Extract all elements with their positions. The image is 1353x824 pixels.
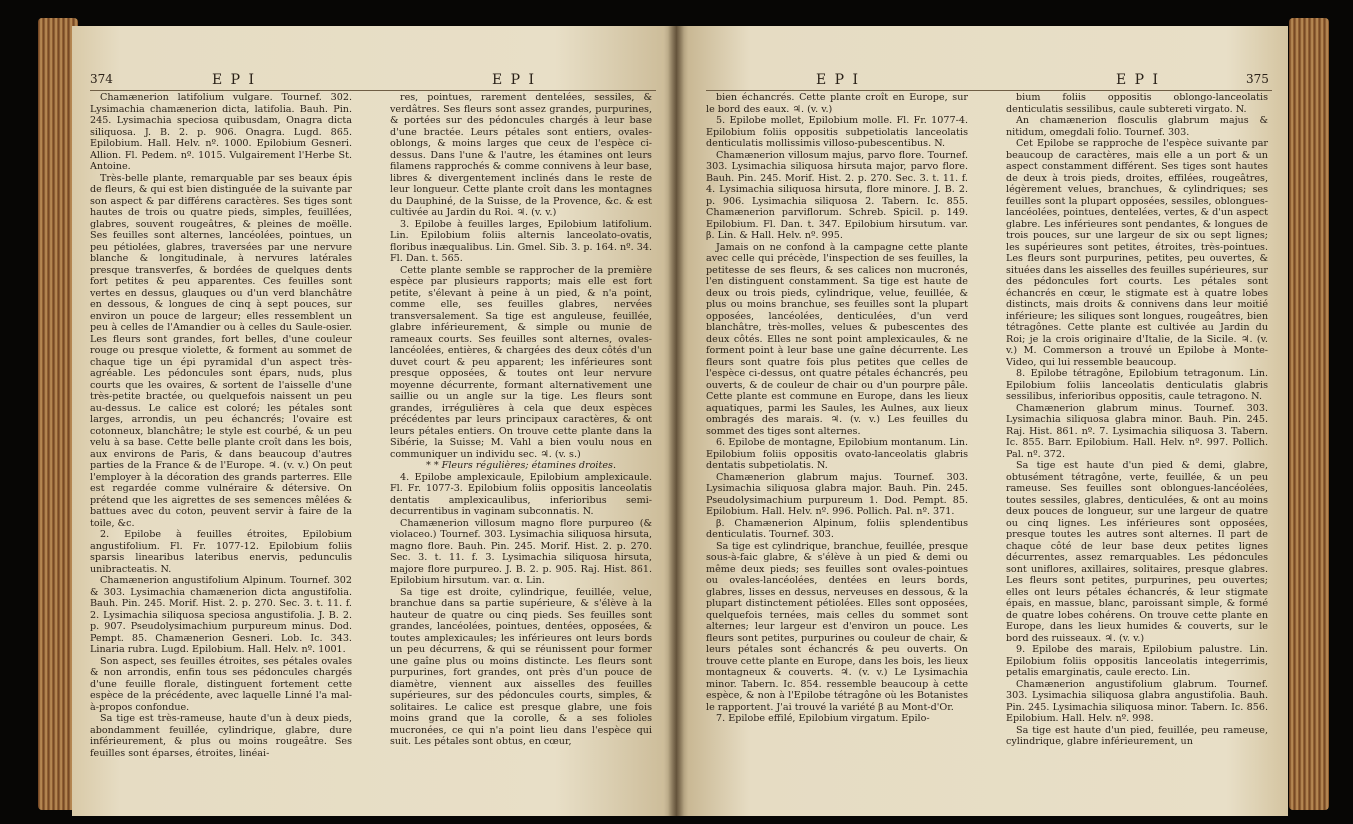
paragraph: * * Fleurs régulières; étamines droites.: [425, 460, 617, 471]
paragraph: Sa tige est cylindrique, branchue, feuillée, presque sous-à-faic glabre, & s'élève à un pied & demi ou même deux pieds; ses feuilles sont ovales-pointues ou ovales-lancéolées, dentées en leurs bords, glabres, lisses en dessus, nerveuses en dessous, & la plupart distinctement pétiolées. Elles sont opposées, quelquefois ternées, mais celles du sommet sont alternes; leur largeur est d'environ un pouce. Les fleurs sont petites, purpurines ou couleur de chair, & leurs pétales sont échancrés & peu ouverts. On trouve cette plante en Europe, dans les bois, les lieux montagneux & couverts. ♃. (v. v.) Le Lysimachia minor. Tabern. Ic. 854. ressemble beaucoup à cette espèce, & non à l'Epilobe tétragône où les Botanistes le rapportent. J'ai trouvé la variété β au Mont-d'Or.: [706, 540, 968, 713]
left-page-column-1: [90, 92, 352, 816]
paragraph: 6. Epilobe de montagne, Epilobium montanum. Lin. Epilobium foliis oppositis ovato-lanceolatis glabris dentatis subpetiolatis. N.: [706, 437, 968, 471]
paragraph: Cette plante semble se rapprocher de la première espèce par plusieurs rapports; mais elle est fort petite, s'élevant à peine à un pied, & n'a point, comme elle, ses feuilles glabres, nervées transversalement. Sa tige est anguleuse, feuillée, glabre inférieurement, & simple ou munie de rameaux courts. Ses feuilles sont alternes, ovales-lancéolées, entières, & chargées des deux côtés d'un duvet court & peu apparent; les inférieures sont presque opposées, & toutes ont leur nervure moyenne décurrente, formant alternativement une saillie ou un angle sur la tige. Les fleurs sont grandes, irrégulières à cela que deux espèces précédentes par leurs principaux caractères, & ont leurs pétales entiers. On trouve cette plante dans la Sibérie, la Suisse; M. Vahl a bien voulu nous en communiquer un individu sec. ♃. (v. s.): [390, 264, 652, 460]
paragraph: 7. Epilobe effilé, Epilobium virgatum. Epilo-: [716, 713, 930, 724]
paragraph: 8. Epilobe tétragône, Epilobium tetragonum. Lin. Epilobium foliis lanceolatis denticulatis glabris sessilibus, inferioribus oppositis, caule tetragono. N.: [1006, 368, 1268, 402]
right-page: [676, 26, 1288, 816]
paragraph: Chamænerion villosum majus, parvo flore. Tournef. 303. Lysimachia siliquosa hirsuta major, parvo flore. Bauh. Pin. 245. Morif. Hist. 2. p. 270. Sec. 3. t. 11. f. 4. Lysimachia siliquosa hirsuta, flore minore. J. B. 2. p. 906. Lysimachia siliquosa 2. Tabern. Ic. 855. Chamænerion parviflorum. Schreb. Spicil. p. 149. Epilobium. Fl. Dan. t. 347. Epilobium hirsutum. var. β. Lin. & Hall. Helv. nº. 995.: [706, 149, 968, 241]
paragraph: res, pointues, rarement dentelées, sessiles, & verdâtres. Ses fleurs sont assez grandes, purpurines, & portées sur des pédoncules chargés à leur base d'une bractée. Leurs pétales sont entiers, ovales-oblongs, & moins larges que ceux de l'espèce ci-dessus. Dans l'une & l'autre, les étamines ont leurs filamens rapprochés & comme connivens à leur base, libres & divergentement inclinés dans le reste de leur longueur. Cette plante croît dans les montagnes du Dauphiné, de la Suisse, de la Provence, &c. & est cultivée au Jardin du Roi. ♃. (v. v.): [390, 92, 652, 218]
left-page-column-2: [390, 92, 652, 816]
paragraph: 2. Epilobe à feuilles étroites, Epilobium angustifolium. Fl. Fr. 1077-12. Epilobium foliis sparsis linearibus lateribus enervis, pedunculis unibracteatis. N.: [90, 529, 352, 575]
page-number-right: 375: [1246, 72, 1269, 86]
running-header-left-col2: E P I: [492, 72, 537, 88]
paragraph: Cet Epilobe se rapproche de l'espèce suivante par beaucoup de caractères, mais elle a un port & un aspect constamment différent. Ses tiges sont hautes de deux à trois pieds, droites, effilées, rougeâtres, légèrement velues, branchues, & cylindriques; ses feuilles sont la plupart opposées, sessiles, oblongues-lancéolées, pointues, dentelées, vertes, & d'un aspect glabre. Les inférieures sont pendantes, & longues de trois pouces, sur une largeur de six ou sept lignes; les supérieures sont petites, étroites, très-pointues. Les fleurs sont purpurines, petites, peu ouvertes, & situées dans les aisselles des feuilles supérieures, sur des pédoncules fort courts. Les pétales sont échancrés en cœur, le stigmate est à quatre lobes distincts, mais droits & connivens dans leur moitié inférieure; les siliques sont longues, rougeâtres, bien tétragônes. Cette plante est cultivée au Jardin du Roi; je la crois originaire d'Italie, de la Sicile. ♃. (v. v.) M. Commerson a trouvé un Epilobe à Monte-Video, qui lui ressemble beaucoup.: [1006, 138, 1268, 368]
paragraph: 3. Epilobe à feuilles larges, Epilobium latifolium. Lin. Epilobium foliis alternis lanceolato-ovatis, floribus inæqualibus. Lin. Gmel. Sib. 3. p. 164. nº. 34. Fl. Dan. t. 565.: [390, 218, 652, 264]
paragraph: Sa tige est très-rameuse, haute d'un à deux pieds, abondamment feuillée, cylindrique, glabre, dure inférieurement, & plus ou moins rougeâtre. Ses feuilles sont éparses, étroites, linéai-: [90, 713, 352, 759]
paragraph: 5. Epilobe mollet, Epilobium molle. Fl. Fr. 1077-4. Epilobium foliis oppositis subpetiolatis lanceolatis denticulatis mollissimis villoso-pubescentibus. N.: [706, 115, 968, 149]
paragraph: bium foliis oppositis oblongo-lanceolatis denticulatis sessilibus, caule subtereti virgato. N.: [1006, 92, 1268, 115]
book-gutter: [668, 26, 684, 816]
running-header-right-col2: E P I: [1116, 72, 1161, 88]
paragraph: 4. Epilobe amplexicaule, Epilobium amplexicaule. Fl. Fr. 1077-3. Epilobium foliis oppositis lanceolatis dentatis amplexicaulibus, inferioribus semi-decurrentibus in vaginam subconnatis. N.: [390, 471, 652, 517]
paragraph: Chamænerion villosum magno flore purpureo (& violaceo.) Tournef. 303. Lysimachia siliquosa hirsuta, magno flore. Bauh. Pin. 245. Morif. Hist. 2. p. 270. Sec. 3. t. 11. f. 3. Lysimachia siliquosa hirsuta, majore flore purpureo. J. B. 2. p. 905. Raj. Hist. 861. Epilobium hirsutum. var. α. Lin.: [390, 517, 652, 586]
left-page: [72, 26, 676, 816]
running-header-left-col1: E P I: [212, 72, 257, 88]
running-header-right-col1: E P I: [816, 72, 861, 88]
paragraph: Très-belle plante, remarquable par ses beaux épis de fleurs, & qui est bien distinguée de la suivante par son aspect & par différens caractères. Ses tiges sont hautes de trois ou quatre pieds, simples, feuillées, glabres, souvent rougeâtres, & pleines de moëlle. Ses feuilles sont alternes, lancéolées, pointues, un peu pétiolées, glabres, traversées par une nervure blanche & longitudinale, à nervures latérales presque transverfes, & bordées de quelques dents fort petites & peu apparentes. Ces feuilles sont vertes en dessus, glauques ou d'un verd blanchâtre en dessous, & longues de cinq à sept pouces, sur environ un pouce de largeur; elles ressemblent un peu à celles de l'Amandier ou à celles du Saule-osier. Les fleurs sont grandes, fort belles, d'une couleur rouge ou presque violette, & forment au sommet de chaque tige un épi pyramidal d'un aspect très-agréable. Les pédoncules sont épars, nuds, plus courts que les ovaires, & sortent de l'aisselle d'une très-petite bractée, ou quelquefois naissent un peu au-dessus. Le calice est coloré; les pétales sont larges, arrondis, un peu échancrés; l'ovaire est cotonneux, blanchâtre; le style est courbé, & un peu velu à sa base. Cette belle plante croît dans les bois, aux environs de Paris, & dans beaucoup d'autres parties de la France & de l'Europe. ♃. (v. v.) On peut l'employer à la décoration des grands parterres. Elle est regardée comme vulnéraire & détersive. On prétend que les aigrettes de ses semences mêlées & battues avec du coton, peuvent servir à faire de la toile, &c.: [90, 172, 352, 529]
header-rule-left: [90, 90, 656, 91]
paragraph: Sa tige est haute d'un pied & demi, glabre, obtusément tétragône, verte, feuillée, & un peu rameuse. Ses feuilles sont oblongues-lancéolées, toutes sessiles, glabres, denticulées, & ont au moins deux pouces de longueur, sur une largeur de quatre ou cinq lignes. Les inférieures sont opposées, presque toutes les autres sont alternes. Il part de chaque côté de leur base deux petites lignes décurrentes, assez remarquables. Les pédoncules sont uniflores, axillaires, solitaires, presque glabres. Les fleurs sont petites, purpurines, peu ouvertes; elles ont leurs pétales échancrés, & leur stigmate épais, en massue, blanc, paroissant simple, & formé de quatre lobes cohérens. On trouve cette plante en Europe, dans les lieux humides & couverts, sur le bord des ruisseaux. ♃. (v. v.): [1006, 460, 1268, 644]
header-rule-right: [706, 90, 1272, 91]
paragraph: β. Chamænerion Alpinum, foliis splendentibus denticulatis. Tournef. 303.: [706, 517, 968, 540]
book-edge-right: [1289, 18, 1329, 810]
right-page-column-1: [706, 92, 968, 816]
paragraph: bien échancrés. Cette plante croît en Europe, sur le bord des eaux. ♃. (v. v.): [706, 92, 968, 115]
paragraph: Sa tige est droite, cylindrique, feuillée, velue, branchue dans sa partie supérieure, & s'élève à la hauteur de quatre ou cinq pieds. Ses feuilles sont grandes, lancéolées, pointues, dentées, opposées, & toutes amplexicaules; les inférieures ont leurs bords un peu décurrens, & qui se réunissent pour former une gaîne plus ou moins distincte. Les fleurs sont purpurines, fort grandes, ont près d'un pouce de diamètre, viennent aux aisselles des feuilles supérieures, sur des pédoncules courts, simples, & solitaires. Le calice est presque glabre, une fois moins grand que la corolle, & a ses folioles mucronées, ce qui n'a point lieu dans l'espèce qui suit. Les pétales sont obtus, en cœur,: [390, 586, 652, 747]
paragraph: An chamænerion flosculis glabrum majus & nitidum, omegdali folio. Tournef. 303.: [1006, 115, 1268, 138]
paragraph: Chamænerion glabrum minus. Tournef. 303. Lysimachia siliquosa glabra minor. Bauh. Pin. 245. Raj. Hist. 861. nº. 7. Lysimachia siliquosa 3. Tabern. Ic. 855. Barr. Epilobium. Hall. Helv. nº. 997. Pollich. Pal. nº. 372.: [1006, 402, 1268, 460]
paragraph: Chamænerion glabrum majus. Tournef. 303. Lysimachia siliquosa glabra major. Bauh. Pin. 245. Pseudolysimachium purpureum 1. Dod. Pempt. 85. Epilobium. Hall. Helv. nº. 996. Pollich. Pal. nº. 371.: [706, 471, 968, 517]
paragraph: Chamænerion angustifolium Alpinum. Tournef. 302 & 303. Lysimachia chamænerion dicta angustifolia. Bauh. Pin. 245. Morif. Hist. 2. p. 270. Sec. 3. t. 11. f. 2. Lysimachia siliquosa speciosa angustifolia. J. B. 2. p. 907. Pseudolysimachium purpureum minus. Dod. Pempt. 85. Chamænerion Gesneri. Lob. Ic. 343. Linaria rubra. Lugd. Epilobium. Hall. Helv. nº. 1001.: [90, 575, 352, 655]
page-number-left: 374: [90, 72, 113, 86]
paragraph: Chamænerion angustifolium glabrum. Tournef. 303. Lysimachia siliquosa glabra angustifolia. Bauh. Pin. 245. Lysimachia siliquosa minor. Tabern. Ic. 856. Epilobium. Hall. Helv. nº. 998.: [1006, 678, 1268, 724]
paragraph: Son aspect, ses feuilles étroites, ses pétales ovales & non arrondis, enfin tous ses pédoncules chargés d'une feuille florale, distinguent fortement cette espèce de la précédente, avec laquelle Linné l'a mal-à-propos confondue.: [90, 655, 352, 713]
paragraph: 9. Epilobe des marais, Epilobium palustre. Lin. Epilobium foliis oppositis lanceolatis integerrimis, petalis emarginatis, caule erecto. Lin.: [1006, 644, 1268, 678]
paragraph: Sa tige est haute d'un pied, feuillée, peu rameuse, cylindrique, glabre inférieurement, un: [1006, 724, 1268, 747]
paragraph: Chamænerion latifolium vulgare. Tournef. 302. Lysimachia chamænerion dicta, latifolia. Bauh. Pin. 245. Lysimachia speciosa quibusdam, Onagra dicta siliquosa. J. B. 2. p. 906. Onagra. Lugd. 865. Epilobium. Hall. Helv. nº. 1000. Epilobium Gesneri. Allion. Fl. Pedem. nº. 1015. Vulgairement l'Herbe St. Antoine.: [90, 92, 352, 172]
right-page-column-2: [1006, 92, 1268, 816]
paragraph: Jamais on ne confond à la campagne cette plante avec celle qui précède, l'inspection de ses feuilles, la petitesse de ses fleurs, & ses calices non mucronés, l'en distinguent constamment. Sa tige est haute de deux ou trois pieds, cylindrique, velue, feuillée, & plus ou moins branchue, ses feuilles sont la plupart opposées, lancéolées, denticulées, d'un verd blanchâtre, très-molles, velues & pubescentes des deux côtés. Elles ne sont point amplexicaules, & ne forment point à leur base une gaîne décurrente. Les fleurs sont quatre fois plus petites que celles de l'espèce ci-dessus, ont quatre pétales échancrés, peu ouverts, & de couleur de chair ou d'un pourpre pâle. Cette plante est commune en Europe, dans les lieux aquatiques, parmi les Saules, les Aulnes, aux lieux ombragés des marais. ♃. (v. v.) Les feuilles du sommet des tiges sont alternes.: [706, 241, 968, 437]
